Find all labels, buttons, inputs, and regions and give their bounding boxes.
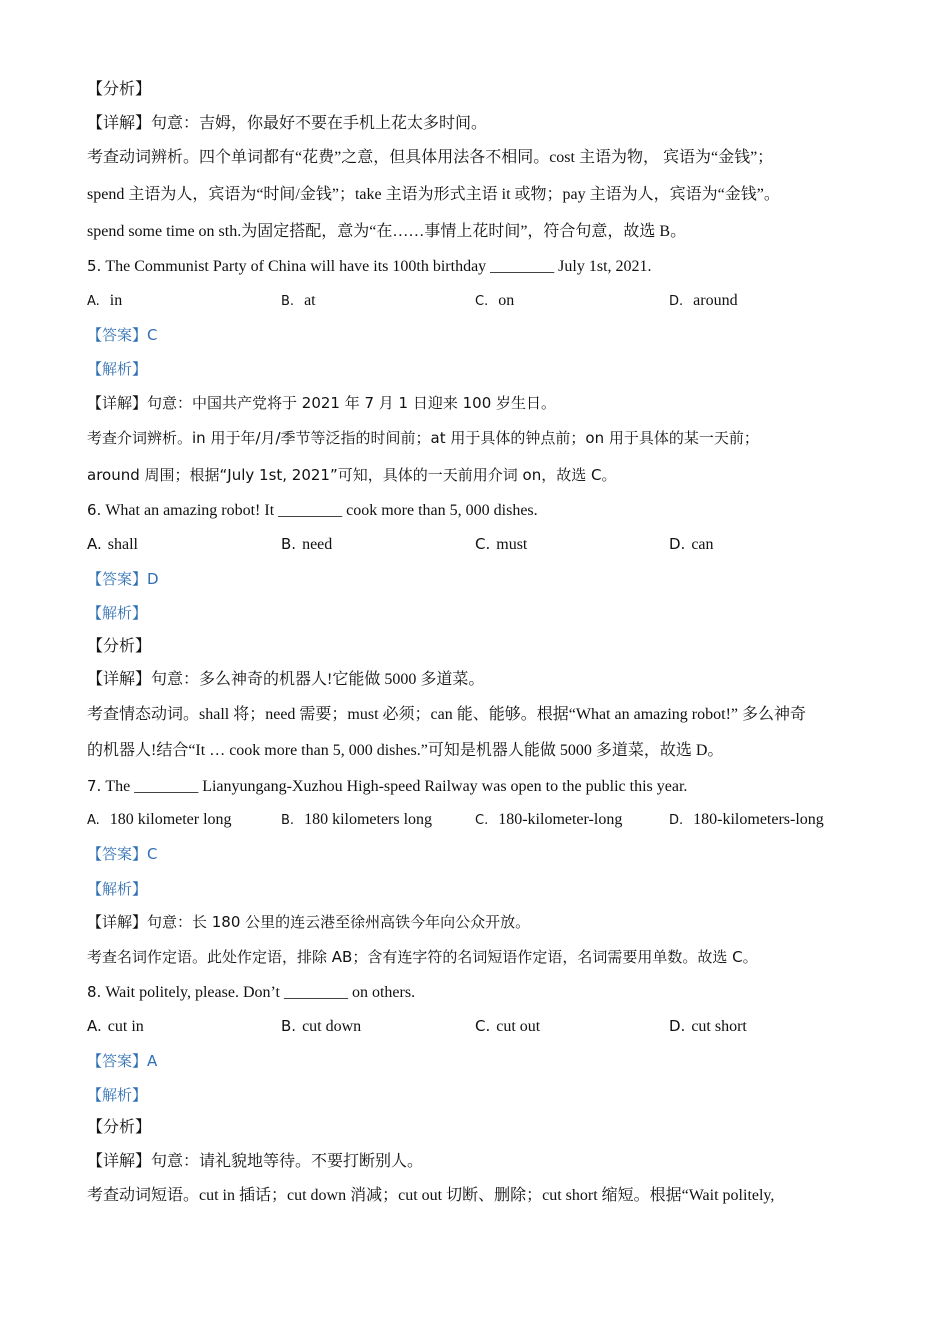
q7-option-b: B. 180 kilometers long [281,811,433,828]
q7-number: 7. [87,777,102,795]
q6-stem: What an amazing robot! It ________ cook more than 5, 000 dishes. [105,502,538,519]
q4-explanation-line-2: spend 主语为人，宾语为“时间/金钱”；take 主语为形式主语 it 或物；pay 主语为人，宾语为“金钱”。 [87,186,780,203]
q8-jiexi-label: 【解析】 [87,1086,148,1104]
q8-stem: Wait politely, please. Don’t ________ on others. [105,984,416,1001]
q7-detail: 【详解】句意：长 180 公里的连云港至徐州高铁今年向公众开放。 [87,913,531,931]
q6-option-a: A. shall [87,535,138,553]
q8-number: 8. [87,983,102,1001]
q5-answer: 【答案】C [87,326,158,344]
q7-option-a: A. 180 kilometer long [87,811,232,828]
q6-explanation-line-2: 的机器人!结合“It … cook more than 5, 000 dishes.”可知是机器人能做 5000 多道菜，故选 D。 [87,742,724,759]
q8-option-c: C. cut out [475,1017,541,1035]
q6-detail: 【详解】句意：多么神奇的机器人!它能做 5000 多道菜。 [87,671,485,688]
q6-analysis-label: 【分析】 [87,638,152,655]
q7-explanation-line-1: 考查名词作定语。此处作定语，排除 AB；含有连字符的名词短语作定语，名词需要用单数。故选 C。 [87,948,758,966]
q5-stem: The Communist Party of China will have its 100th birthday ________ July 1st, 2021. [105,258,652,275]
q5-jiexi-label: 【解析】 [87,360,148,378]
q4-explanation-line-1: 考查动词辨析。四个单词都有“花费”之意，但具体用法各不相同。cost 主语为物， 宾语为“金钱”； [87,149,774,166]
q8-option-a: A. cut in [87,1017,144,1035]
q6-option-c: C. must [475,535,528,553]
q7-stem: The ________ Lianyungang-Xuzhou High-speed Railway was open to the public this year. [105,778,688,795]
q6-option-b: B. need [281,535,333,553]
q5-option-b: B. at [281,292,316,309]
q8-detail: 【详解】句意：请礼貌地等待。不要打断别人。 [87,1153,424,1170]
q7-option-d: D. 180-kilometers-long [669,811,824,828]
q7-jiexi-label: 【解析】 [87,880,148,898]
q6-explanation-line-1: 考查情态动词。shall 将；need 需要；must 必须；can 能、能够。根据“What an amazing robot!” 多么神奇 [87,706,806,723]
q5-option-c: C. on [475,292,515,309]
q5-number: 5. [87,257,102,275]
q4-explanation-line-3: spend some time on sth.为固定搭配，意为“在……事情上花时间”，符合句意，故选 B。 [87,223,687,240]
q5-detail: 【详解】句意：中国共产党将于 2021 年 7 月 1 日迎来 100 岁生日。 [87,394,557,412]
q5-option-a: A. in [87,292,123,309]
q5-option-d: D. around [669,292,738,309]
q7-option-c: C. 180-kilometer-long [475,811,623,828]
q6-jiexi-label: 【解析】 [87,604,148,622]
q8-explanation-line-1: 考查动词短语。cut in 插话；cut down 消减；cut out 切断、删除；cut short 缩短。根据“Wait politely, [87,1187,775,1204]
q5-stem-row [87,255,652,278]
q5-explanation-line-2: around 周围；根据“July 1st, 2021”可知，具体的一天前用介词 on，故选 C。 [87,466,617,484]
q7-answer: 【答案】C [87,845,158,863]
q6-stem-row [87,499,538,522]
q8-stem-row [87,981,415,1004]
q8-option-b: B. cut down [281,1017,362,1035]
q4-analysis-label: 【分析】 [87,81,152,98]
q7-stem-row [87,775,687,798]
q8-analysis-label: 【分析】 [87,1119,152,1136]
q8-answer: 【答案】A [87,1052,158,1070]
q6-answer: 【答案】D [87,570,159,588]
q5-explanation-line-1: 考查介词辨析。in 用于年/月/季节等泛指的时间前；at 用于具体的钟点前；on 用于具体的某一天前； [87,429,759,447]
q4-detail: 【详解】句意：吉姆，你最好不要在手机上花太多时间。 [87,115,488,132]
q6-option-d: D. can [669,535,714,553]
q6-number: 6. [87,501,102,519]
q8-option-d: D. cut short [669,1017,747,1035]
